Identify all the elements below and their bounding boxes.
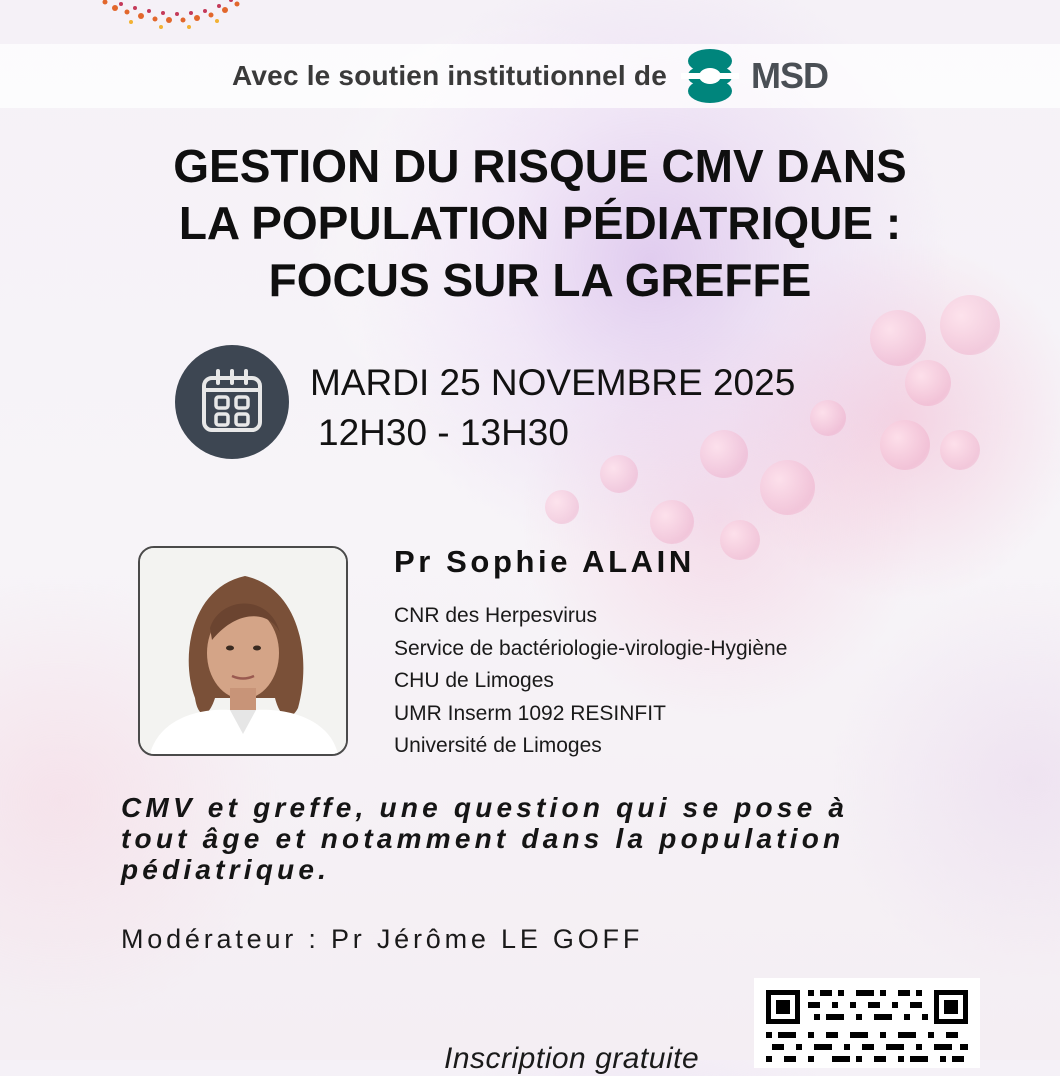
background-cell xyxy=(600,455,638,493)
title-line: GESTION DU RISQUE CMV DANS xyxy=(173,140,907,192)
event-time: 12H30 - 13H30 xyxy=(318,412,569,453)
background-cell xyxy=(810,400,846,436)
background-cell xyxy=(940,430,980,470)
tagline-line: pédiatrique. xyxy=(121,854,331,885)
decorative-dots xyxy=(95,0,255,34)
speaker-name: Pr Sophie ALAIN xyxy=(394,544,695,579)
calendar-icon xyxy=(196,366,268,438)
title-line: LA POPULATION PÉDIATRIQUE : xyxy=(178,197,902,249)
calendar-badge xyxy=(175,345,289,459)
background-cell xyxy=(720,520,760,560)
msd-logo-icon xyxy=(681,47,739,105)
sponsor-band xyxy=(0,44,1060,108)
background-cell xyxy=(870,310,926,366)
affiliation-line: Service de bactériologie-virologie-Hygiène xyxy=(394,636,788,660)
background-cell xyxy=(700,430,748,478)
msd-logo xyxy=(681,47,828,105)
tagline-line: tout âge et notamment dans la population xyxy=(121,823,845,854)
affiliation-line: UMR Inserm 1092 RESINFIT xyxy=(394,701,666,725)
qr-code[interactable] xyxy=(754,978,980,1068)
affiliation-line: Université de Limoges xyxy=(394,734,602,757)
background-cell xyxy=(880,420,930,470)
page-title xyxy=(40,138,1040,309)
background-cell xyxy=(545,490,579,524)
moderator: Modérateur : Pr Jérôme LE GOFF xyxy=(121,924,644,954)
tagline xyxy=(121,792,921,885)
affiliation-line: CNR des Herpesvirus xyxy=(394,604,598,627)
sponsor-text: Avec le soutien institutionnel de xyxy=(232,60,667,91)
background-cell xyxy=(760,460,815,515)
background-cell xyxy=(905,360,951,406)
speaker-photo xyxy=(138,546,348,756)
affiliation-line: CHU de Limoges xyxy=(394,669,554,692)
speaker-affiliations xyxy=(394,600,787,763)
tagline-line: CMV et greffe, une question qui se pose à xyxy=(121,792,849,823)
event-date: MARDI 25 NOVEMBRE 2025 xyxy=(310,362,796,403)
title-line: FOCUS SUR LA GREFFE xyxy=(268,254,812,306)
msd-wordmark: MSD xyxy=(750,55,828,96)
registration-link[interactable]: Inscription gratuite xyxy=(444,1042,700,1075)
background-cell xyxy=(650,500,694,544)
